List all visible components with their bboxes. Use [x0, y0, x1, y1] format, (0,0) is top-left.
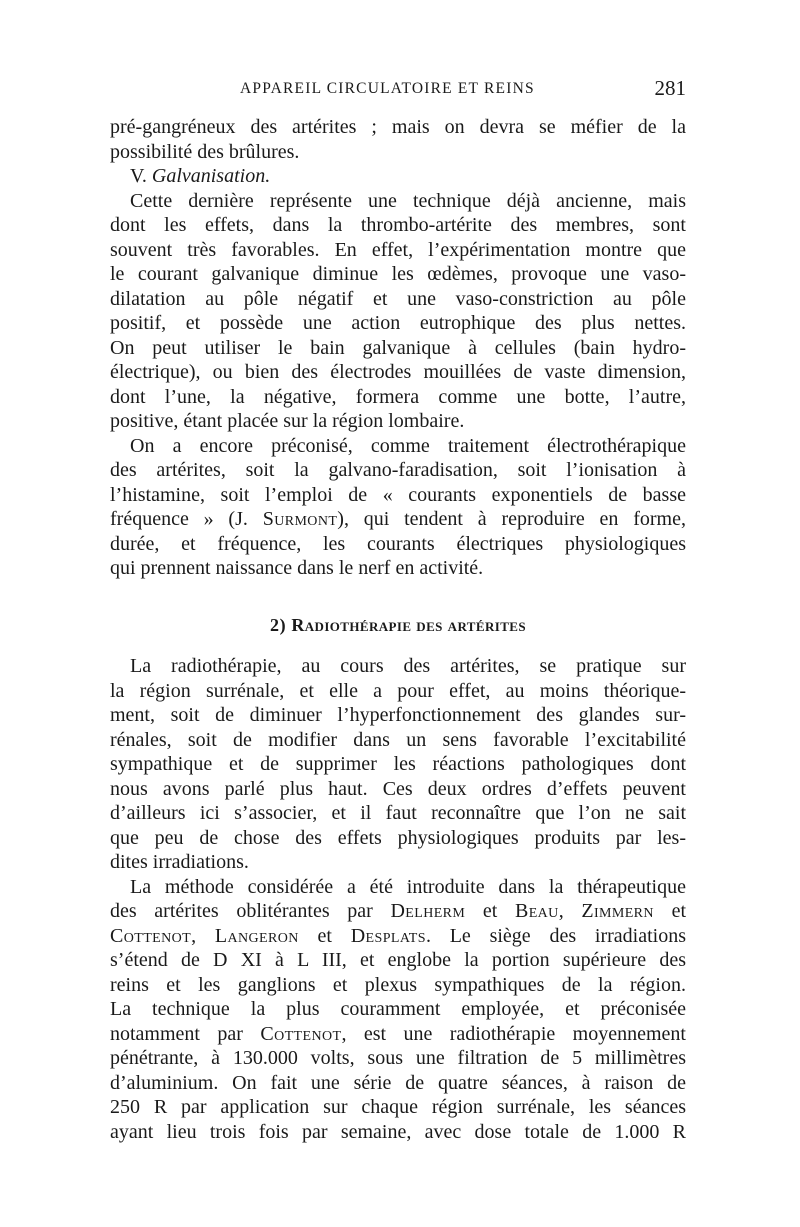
running-head-title: APPAREIL CIRCULATOIRE ET REINS [240, 80, 535, 97]
text-line: 250 R par application sur chaque région surrénale, les séances [110, 1096, 686, 1118]
text-fragment: . Le siège des irradiations [425, 924, 686, 947]
text-line: sympathique et de supprimer les réactions pathologiques dont [110, 753, 686, 775]
text-line: d’aluminium. On fait une série de quatre séances, à raison de [110, 1071, 686, 1094]
text-line: possibilité des brûlures. [110, 140, 300, 163]
paragraph-methode [110, 875, 686, 1145]
section-heading [110, 581, 686, 655]
body-text [110, 115, 686, 1144]
text-line: rénales, soit de modifier dans un sens favorable l’excitabilité [110, 728, 686, 751]
author-name: Surmont [262, 508, 338, 530]
text-line [110, 1022, 686, 1047]
text-line: reins et les ganglions et plexus sympathiques de la région. [110, 973, 686, 996]
text-line [110, 924, 686, 949]
text-line: positive, étant placée sur la région lombaire. [110, 410, 465, 432]
text-line: pré-gangréneux des artérites ; mais on devra se méfier de la [110, 116, 686, 138]
subsection-number: V. [130, 165, 147, 187]
text-line: La méthode considérée a été introduite dans la thérapeutique [130, 875, 686, 898]
text-line: dont les effets, dans la thrombo-artérite des membres, sont [110, 214, 686, 236]
author-name: Beau [514, 900, 559, 922]
text-line: dilatation au pôle négatif et une vaso-constriction au pôle [110, 287, 686, 310]
text-line [110, 507, 686, 532]
text-line: durée, et fréquence, les courants électriques physiologiques [110, 532, 686, 555]
text-line: qui prennent naissance dans le nerf en activité. [110, 557, 484, 579]
text-line: positif, et possède une action eutrophique des plus nettes. [110, 312, 686, 334]
text-fragment: et [298, 924, 351, 947]
text-fragment: , est une radiothérapie moyennement [341, 1022, 686, 1045]
text-line: nous avons parlé plus haut. Ces deux ordres d’effets peuvent [110, 777, 686, 800]
paragraph-galvanisation [110, 189, 686, 434]
text-line: le courant galvanique diminue les œdèmes, provoque une vaso- [110, 263, 686, 285]
page-number: 281 [654, 76, 686, 100]
text-line: la région surrénale, et elle a pour effet, au moins théorique- [110, 679, 686, 702]
text-line: s’étend de D XI à L III, et englobe la portion supérieure des [110, 949, 686, 971]
text-fragment: , [191, 924, 215, 947]
section-title: Radiothérapie des artérites [291, 614, 526, 635]
text-line: La radiothérapie, au cours des artérites, se pratique sur [130, 655, 686, 677]
author-name: Cottenot [110, 924, 192, 947]
text-fragment: et [653, 900, 686, 922]
text-line: des artérites, soit la galvano-faradisation, soit l’ionisation à [110, 459, 686, 481]
text-line: pénétrante, à 130.000 volts, sous une filtration de 5 millimètres [110, 1047, 686, 1069]
text-line: On peut utiliser le bain galvanique à cellules (bain hydro- [110, 336, 686, 359]
author-name: Zimmern [581, 900, 654, 922]
text-line: ayant lieu trois fois par semaine, avec dose totale de 1.000 R [110, 1120, 686, 1143]
paragraph-intro [110, 115, 686, 164]
subsection-title: Galvanisation. [151, 165, 271, 187]
running-head [110, 76, 686, 102]
subsection-heading [110, 164, 686, 189]
paragraph-radiotherapie [110, 654, 686, 875]
text-line: l’histamine, soit l’emploi de « courants exponentiels de basse [110, 483, 686, 506]
text-line: La technique la plus couramment employée, et préconisée [110, 998, 686, 1020]
text-line: souvent très favorables. En effet, l’expérimentation montre que [110, 238, 686, 261]
text-line: Cette dernière représente une technique déjà ancienne, mais [130, 189, 686, 212]
text-fragment: et [465, 900, 515, 922]
text-fragment: , [558, 900, 582, 922]
text-fragment: fréquence » (J. [110, 508, 263, 530]
text-fragment: notamment par [110, 1022, 261, 1045]
author-name: Cottenot [260, 1022, 342, 1045]
text-fragment: des artérites oblitérantes par [110, 900, 391, 922]
author-name: Langeron [214, 924, 299, 947]
text-line: électrique), ou bien des électrodes mouillées de vaste dimension, [110, 361, 686, 383]
paragraph-electrotherapie [110, 434, 686, 581]
text-line: ment, soit de diminuer l’hyperfonctionnement des glandes sur- [110, 704, 686, 726]
text-line: On a encore préconisé, comme traitement électrothérapique [130, 434, 686, 457]
section-number: 2) [270, 614, 287, 635]
text-line [110, 899, 686, 924]
author-name: Desplats [350, 924, 426, 947]
text-line: dont l’une, la négative, formera comme une botte, l’autre, [110, 385, 686, 408]
text-line: que peu de chose des effets physiologiques produits par les- [110, 826, 686, 849]
text-line: d’ailleurs ici s’associer, et il faut reconnaître que l’on ne sait [110, 802, 686, 824]
text-line: dites irradiations. [110, 851, 249, 873]
author-name: Delherm [390, 900, 466, 922]
text-fragment: ), qui tendent à reproduire en forme, [337, 508, 686, 530]
